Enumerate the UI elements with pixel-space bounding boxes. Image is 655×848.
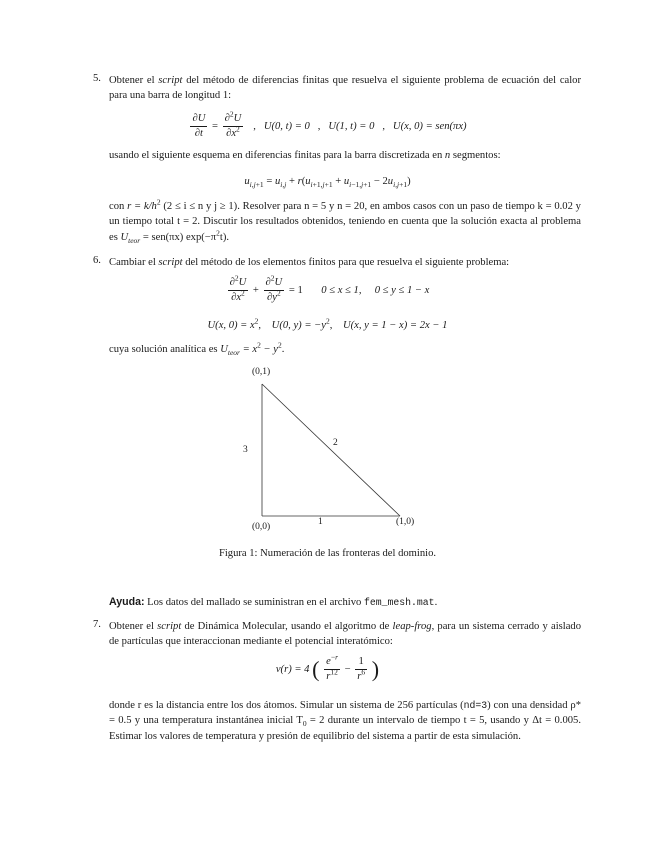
problem-5-body: con $r = k/h^2$ (2 ≤ i ≤ n y j ≥ 1). Resolver para n = 5 y n = 20, en ambos casos con un paso de tiempo k = 0.02 y un tiempo total t = 2. Discutir los resultados obtenidos, teniendo en cuenta que la solución exacta al problema es $U_{teor} = sen(\pi x)$ $\exp(-\pi^2t)$. xyxy=(109,197,581,245)
vertex-origin-label: (0,0) xyxy=(252,522,271,532)
finite-difference-scheme: $u_{i,j+1} = u_{i,j} + r(u_{i+1,j+1} + u_{i-1,j+1} - 2u_{i,j+1})$ xyxy=(244,176,411,190)
boundary-3-label: 3 xyxy=(243,445,248,455)
problem-7-intro: Obtener el script de Dinámica Molecular, usando el algoritmo de leap-frog, para un sistema cerrado y aislado de partículas que interaccionan mediante el potencial interatómico: xyxy=(109,621,582,648)
domain-x: 0 ≤ x ≤ 1, xyxy=(321,284,362,296)
boundary-conditions-6: U(x, $0) = x^2$, U(0, $y) = -y^2$, U(x, y = 1 − x) = 2x − 1 xyxy=(207,316,448,331)
domain-y: 0 ≤ y ≤ 1 − x xyxy=(374,284,430,296)
initial-condition: U(x, 0) = sen(πx) xyxy=(392,120,467,132)
boundary-1-label: 1 xyxy=(318,517,323,527)
problem-5-number: 5. xyxy=(93,73,101,84)
problem-6-number: 6. xyxy=(93,255,101,266)
laplace-equation: $\frac{\partial^2U}{\partial x^2}$ + $\frac{\partial^2U}{\partial y^2}$ = 1 0 ≤ x ≤ 1, 0 ≤ y ≤ 1 − x xyxy=(229,273,430,303)
analytic-solution: cuya solución analítica es $U_{teor} = x^2 - y^2$. xyxy=(109,340,285,358)
problem-6-intro: Cambiar el script del método de los elementos finitos para que resuelva el siguiente problema: xyxy=(109,257,510,268)
hint-label: Ayuda: xyxy=(109,596,145,608)
heat-equation: $\frac{\partial U}{\partial t}$ = $\frac{\partial^2U}{\partial x^2}$ , U(0, t) = 0 , U(1, t) = 0 , U(x, 0) = sen(πx) xyxy=(192,109,467,139)
vertex-right-label: (1,0) xyxy=(396,517,415,527)
boundary-2-label: 2 xyxy=(333,438,338,448)
mesh-file-name: fem_mesh.mat xyxy=(364,597,435,608)
hint-paragraph: Ayuda: Los datos del mallado se suministran en el archivo fem_mesh.mat. xyxy=(109,596,438,608)
lennard-jones-potential: v(r) = 4 ( $\frac{e^{-r}}{r^{12}}$ − $\frac{1}{r^6}$ ) xyxy=(275,652,380,682)
nd-code: nd=3 xyxy=(463,700,488,711)
du-dt-fraction: $\frac{\partial U}{\partial t}$ xyxy=(192,113,206,139)
boundary-condition-left: U(0, t) = 0 xyxy=(263,120,310,132)
d2u-dx2-fraction: $\frac{\partial^2U}{\partial x^2}$ xyxy=(224,109,242,139)
figure-caption: Figura 1: Numeración de las fronteras del dominio. xyxy=(218,548,437,559)
domain-triangle-figure xyxy=(230,362,430,537)
problem-7-number: 7. xyxy=(93,619,101,630)
vertex-top-label: (0,1) xyxy=(252,367,271,377)
boundary-condition-right: U(1, t) = 0 xyxy=(328,120,375,132)
boundary-2-edge xyxy=(262,384,400,516)
problem-7-body: donde r es la distancia entre los dos átomos. Simular un sistema de 256 partículas (nd=3) con una densidad ρ* = 0.5 y una temperatura instantánea inicial $T_0 = 2$ durante un intervalo de tiempo t = 5, usando y Δt = 0.005. Estimar los valores de temperatura y presión de equilibrio del sistema a partir de esta simulación. xyxy=(109,700,581,742)
problem-5-intro: Obtener el script del método de diferencias finitas que resuelva el siguiente problema de ecuación del calor para una barra de longitud 1: xyxy=(109,75,582,102)
problem-5-scheme-text: usando el siguiente esquema en diferencias finitas para la barra discretizada en n segmentos: xyxy=(109,150,501,161)
